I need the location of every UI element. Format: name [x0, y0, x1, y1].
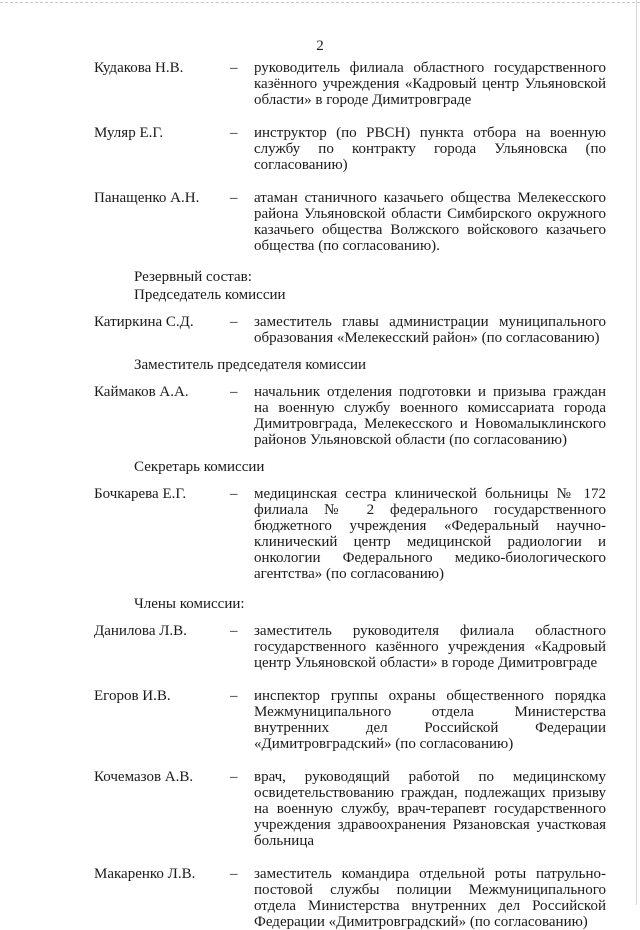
member-description: врач, руководящий работой по медицинскому освидетельствованию граждан, подлежащих призыву на военную службу, врач-терапевт государственного учреждения здравоохранения Рязановская участковая больница [254, 769, 606, 849]
member-description: заместитель командира отдельной роты патрульно-постовой службы полиции Межмуниципального отдела Министерства внутренних дел Российской Федерации «Димитровградский» (по согласованию) [254, 866, 606, 930]
member-description: инспектор группы охраны общественного порядка Межмуниципального отдела Министерства внутренних дел Российской Федерации «Димитровградский» (по согласованию) [254, 688, 606, 752]
entry-dash: – [230, 769, 238, 785]
secretary-entry [94, 486, 606, 582]
entry-dash: – [230, 314, 238, 330]
member-description: медицинская сестра клинической больницы № 172 филиала № 2 федерального государственного бюджетного учреждения «Федеральный научно-клинический центр медицинской радиологии и онкологии Федерального медико-биологического агентства» (по согласованию) [254, 486, 606, 582]
member-entry [94, 190, 606, 254]
deputy-heading: Заместитель председателя комиссии [134, 357, 367, 373]
document-body [94, 60, 606, 930]
chair-entry [94, 314, 606, 346]
member-entry [94, 866, 606, 930]
member-entry [94, 688, 606, 752]
deputy-entry [94, 384, 606, 448]
member-description: руководитель филиала областного государственного казённого учреждения «Кадровый центр Ульяновской области» в городе Димитровграде [254, 60, 606, 108]
member-entry [94, 769, 606, 849]
entry-dash: – [230, 384, 238, 400]
member-description: атаман станичного казачьего общества Мелекесского района Ульяновской области Симбирского окружного казачьего общества Волжского войскового казачьего общества (по согласованию). [254, 190, 606, 254]
member-name: Егоров И.В. [94, 688, 171, 704]
member-description: начальник отделения подготовки и призыва граждан на военную службу военного комиссариата города Димитровграда, Мелекесского и Новомалыклинского районов Ульяновской области (по согласованию) [254, 384, 606, 448]
entry-dash: – [230, 125, 238, 141]
scan-right-edge [635, 0, 637, 905]
member-description: заместитель руководителя филиала областного государственного казённого учреждения «Кадровый центр Ульяновской области» в городе Димитровграде [254, 623, 606, 671]
member-description: заместитель главы администрации муниципального образования «Мелекесский район» (по согласованию) [254, 314, 606, 346]
member-name: Данилова Л.В. [94, 623, 187, 639]
chair-heading: Председатель комиссии [134, 287, 286, 303]
entry-dash: – [230, 623, 238, 639]
entry-dash: – [230, 866, 238, 882]
member-name: Кочемазов А.В. [94, 769, 194, 785]
secretary-heading: Секретарь комиссии [134, 459, 265, 475]
member-name: Каймаков А.А. [94, 384, 189, 400]
member-entry [94, 125, 606, 173]
page-number: 2 [316, 38, 324, 54]
members-heading: Члены комиссии: [134, 596, 245, 612]
entry-dash: – [230, 60, 238, 76]
member-entry [94, 60, 606, 108]
reserve-heading: Резервный состав: [134, 269, 252, 285]
member-entry [94, 623, 606, 671]
entry-dash: – [230, 486, 238, 502]
entry-dash: – [230, 688, 238, 704]
scan-top-edge [0, 2, 640, 4]
member-name: Панащенко А.Н. [94, 190, 200, 206]
member-description: инструктор (по РВСН) пункта отбора на военную службу по контракту города Ульяновска (по согласованию) [254, 125, 606, 173]
member-name: Катиркина С.Д. [94, 314, 194, 330]
member-name: Бочкарева Е.Г. [94, 486, 187, 502]
member-name: Кудакова Н.В. [94, 60, 184, 76]
entry-dash: – [230, 190, 238, 206]
member-name: Макаренко Л.В. [94, 866, 196, 882]
member-name: Муляр Е.Г. [94, 125, 164, 141]
